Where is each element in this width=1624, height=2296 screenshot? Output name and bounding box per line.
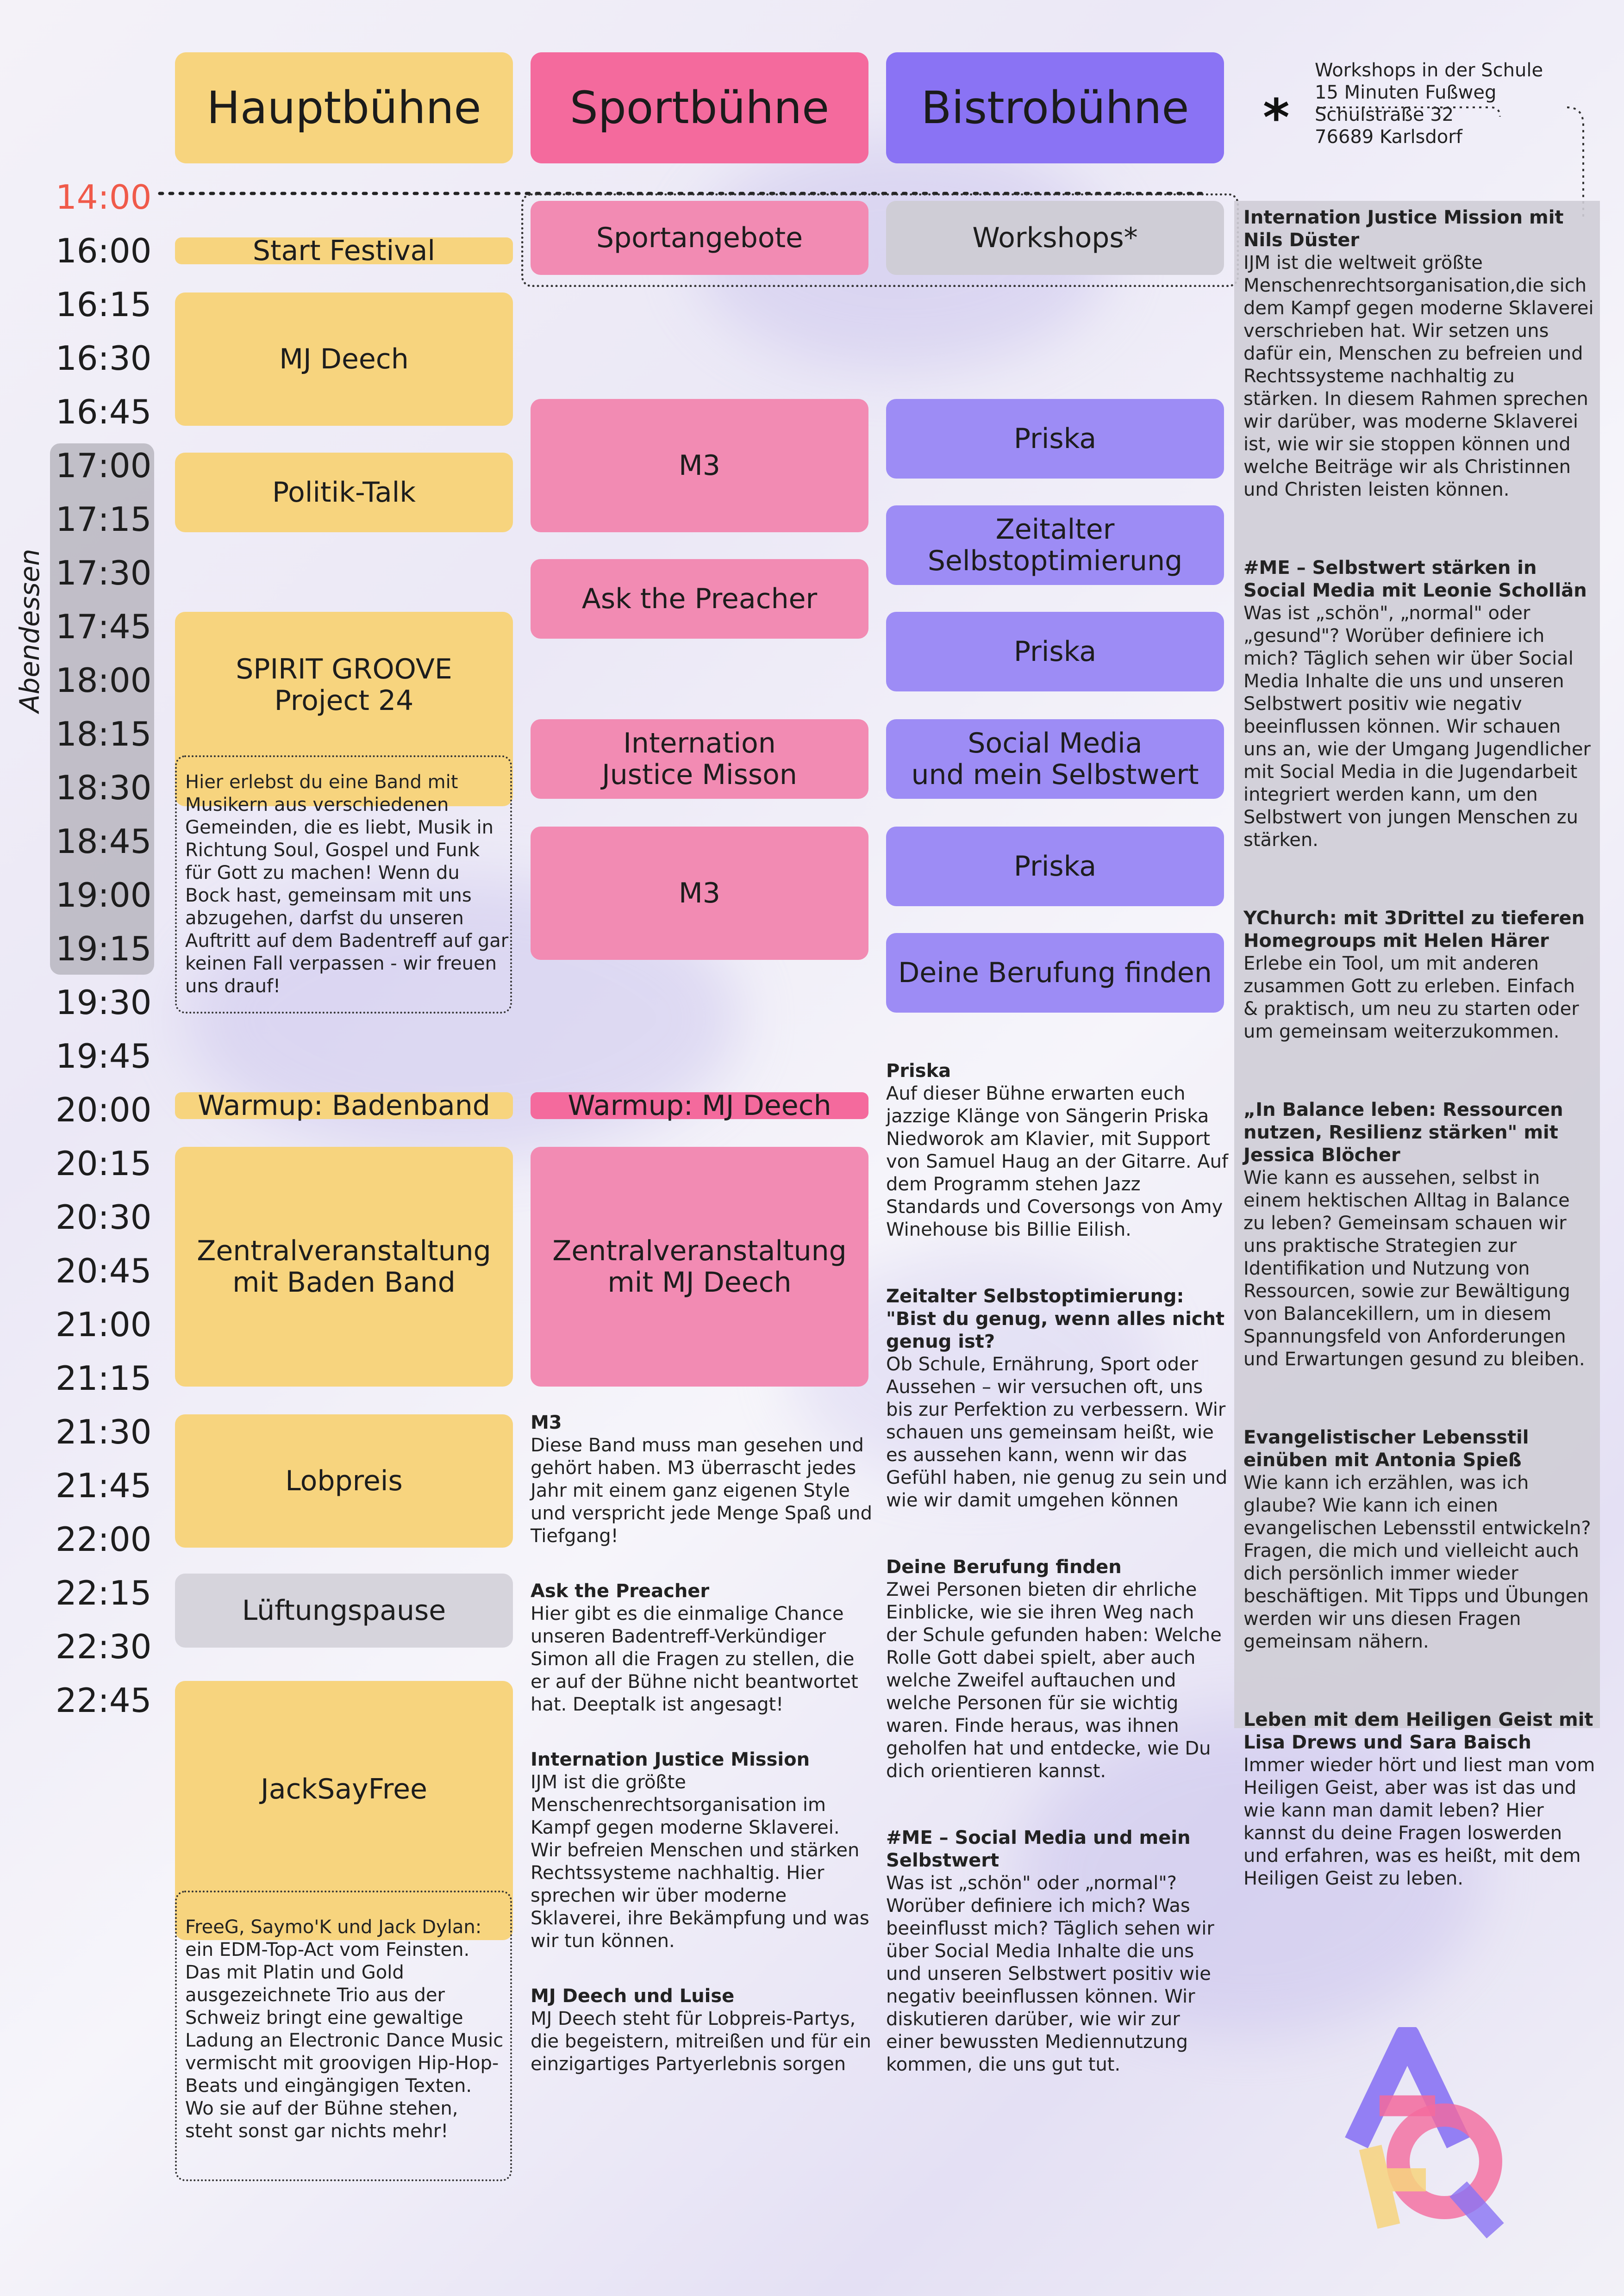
workshop-item <box>1243 557 1595 852</box>
desc-text: MJ Deech steht für Lobpreis-Partys, die begeistern, mitreißen und für ein einzigartiges Partyerlebnis sorgen <box>531 2008 871 2075</box>
desc-m3 <box>531 1412 873 1548</box>
slot-social-media: Social Media und mein Selbstwert <box>886 719 1224 799</box>
time-label: 20:15 <box>56 1144 152 1183</box>
time-label: 20:30 <box>56 1198 152 1237</box>
header-bistrobuehne: Bistrobühne <box>886 52 1224 163</box>
slot-ijm: Internation Justice Misson <box>531 719 868 799</box>
slot-berufung: Deine Berufung finden <box>886 933 1224 1013</box>
workshop-text: Erlebe ein Tool, um mit anderen zusammen Gott zu erleben. Einfach & praktisch, um neu zu starten oder um gemeinsam weiterzukommen. <box>1243 953 1579 1042</box>
desc-text: IJM ist die größte Menschenrechtsorganisation im Kampf gegen moderne Sklaverei. Wir befreien Menschen und stärken Rechtssysteme nachhaltig. Hier sprechen wir über moderne Sklaverei, ihre Bekämpfung und was wir tun können. <box>531 1772 869 1952</box>
slot-m3: M3 <box>531 399 868 532</box>
workshops-list <box>1243 206 1595 1946</box>
slot-m3-second: M3 <box>531 827 868 960</box>
time-label: 16:15 <box>56 285 152 324</box>
time-label: 21:30 <box>56 1412 152 1451</box>
time-label: 19:45 <box>56 1037 152 1076</box>
bistro-descriptions <box>886 1060 1229 2076</box>
workshop-text: Immer wieder hört und liest man vom Heiligen Geist, aber was ist das und wie kann man damit leben? Hier kannst du deine Fragen loswerden und erfahren, was es heißt, mit dem Heiligen Geist zu leben. <box>1243 1755 1595 1889</box>
slot-spirit-groove: SPIRIT GROOVE Project 24 <box>175 612 513 806</box>
desc-text: Zwei Personen bieten dir ehrliche Einblicke, wie sie ihren Weg nach der Schule gefunden haben: Welche Rolle Gott dabei spielt, aber auch welche Zweifel auftauchen und welche Personen für sie wichtig waren. Finde heraus, was ihnen geholfen hat und entdecke, wie Du dich orientieren kannst. <box>886 1579 1222 1782</box>
time-label: 19:15 <box>56 929 152 968</box>
workshop-text: IJM ist die weltweit größte Menschenrechtsorganisation,die sich dem Kampf gegen moderne Sklaverei verschrieben hat. Wir setzen uns dafür ein, Menschen zu befreien und Rechtssysteme nachhaltig zu stärken. In diesem Rahmen sprechen wir darüber, was moderne Sklaverei ist, wie wir sie stoppen können und welche Beiträge wir als Christinnen und Christen leisten können. <box>1243 252 1594 500</box>
slot-lobpreis: Lobpreis <box>175 1414 513 1548</box>
workshop-title: Leben mit dem Heiligen Geist mit Lisa Drews und Sara Baisch <box>1243 1709 1593 1753</box>
header-sportbuehne: Sportbühne <box>531 52 868 163</box>
desc-title: Zeitalter Selbstoptimierung: "Bist du genug, wenn alles nicht genug ist? <box>886 1286 1225 1352</box>
time-label: 21:15 <box>56 1359 152 1398</box>
workshop-text: Wie kann es aussehen, selbst in einem hektischen Alltag in Balance zu leben? Gemeinsam schauen wir uns praktische Strategien zur Identifikation und Nutzung von Ressourcen, sowie zur Bewältigung von Balancekillern, um in diesem Spannungsfeld von Anforderungen und Erwartungen gesund zu bleiben. <box>1243 1167 1585 1370</box>
time-label: 22:00 <box>56 1520 152 1559</box>
asterisk-icon: * <box>1263 88 1290 147</box>
workshop-text: Wie kann ich erzählen, was ich glaube? Wie kann ich einen evangelischen Lebensstil entwickeln? Fragen, die mich und vielleicht auch dich persönlich immer wieder beschäftigen. Mit Tipps und Übungen werden wir uns diesen Fragen gemeinsam nähern. <box>1243 1472 1591 1652</box>
desc-ijm <box>531 1748 873 1953</box>
festival-logo <box>1338 2027 1532 2240</box>
desc-text: Diese Band muss man gesehen und gehört haben. M3 überrascht jedes Jahr mit einem ganz eigenen Style und verspricht jede Menge Spaß und Tiefgang! <box>531 1435 872 1547</box>
slot-sportangebote: Sportangebote <box>531 201 868 275</box>
slot-lueftungspause: Lüftungspause <box>175 1574 513 1648</box>
time-label: 22:45 <box>56 1681 152 1720</box>
slot-jacksayfree: JackSayFree <box>175 1681 513 1940</box>
spirit-description: Hier erlebst du eine Band mit Musikern aus verschiedenen Gemeinden, die es liebt, Musik in Richtung Soul, Gospel und Funk für Gott zu machen! Wenn du Bock hast, gemeinsam mit uns abzugehen, darfst du unseren Auftritt auf dem Badentreff auf gar keinen Fall verpassen - wir freuen uns drauf! <box>185 772 509 997</box>
desc-berufung <box>886 1556 1229 1783</box>
slot-ask-the-preacher: Ask the Preacher <box>531 559 868 639</box>
slot-workshops: Workshops* <box>886 201 1224 275</box>
time-label: 20:45 <box>56 1251 152 1290</box>
note-line: 15 Minuten Fußweg <box>1315 82 1497 103</box>
time-label: 16:45 <box>56 392 152 431</box>
desc-text: Ob Schule, Ernährung, Sport oder Aussehen – wir versuchen oft, uns bis zur Perfektion zu verbessern. Wir schauen uns gemeinsam heißt, wie es aussehen kann, wenn wir das Gefühl haben, nie genug zu sein und wie wir damit umgehen können <box>886 1354 1228 1511</box>
header-hauptbuehne: Hauptbühne <box>175 52 513 163</box>
desc-text: Auf dieser Bühne erwarten euch jazzige Klänge von Sängerin Priska Niedworok am Klavier, mit Support von Samuel Haug an der Gitarre. Auf dem Programm stehen Jazz Standards und Coversongs von Amy Winehouse bis Billie Eilish. <box>886 1083 1229 1240</box>
slot-zentral-mj-deech: Zentralveranstaltung mit MJ Deech <box>531 1147 868 1387</box>
workshop-title: Evangelistischer Lebensstil einüben mit Antonia Spieß <box>1243 1427 1529 1471</box>
desc-title: Deine Berufung finden <box>886 1556 1122 1578</box>
workshop-item <box>1243 1709 1595 1890</box>
time-label: 19:00 <box>56 876 152 915</box>
sport-descriptions <box>531 1412 873 2076</box>
slot-start-festival: Start Festival <box>175 237 513 264</box>
slot-priska-third: Priska <box>886 827 1224 906</box>
desc-title: Internation Justice Mission <box>531 1749 810 1770</box>
time-label: 20:00 <box>56 1090 152 1129</box>
time-label: 22:30 <box>56 1627 152 1666</box>
slot-warmup-mj-deech: Warmup: MJ Deech <box>531 1092 868 1119</box>
desc-zeitalter <box>886 1285 1229 1512</box>
slot-priska-second: Priska <box>886 612 1224 691</box>
workshop-title: „In Balance leben: Ressourcen nutzen, Resilienz stärken" mit Jessica Blöcher <box>1243 1099 1563 1166</box>
time-label: 17:30 <box>56 554 152 592</box>
jack-description: FreeG, Saymo'K und Jack Dylan: ein EDM-Top-Act vom Feinsten. Das mit Platin und Gold ausgezeichnete Trio aus der Schweiz bringt eine gewaltige Ladung an Electronic Dance Music vermischt mit groovigen Hip-Hop-Beats und eingängigen Texten. Wo sie auf der Bühne stehen, steht sonst gar nichts mehr! <box>185 1916 504 2142</box>
time-label: 17:15 <box>56 500 152 539</box>
time-label: 21:45 <box>56 1466 152 1505</box>
workshop-item <box>1243 1426 1595 1653</box>
desc-text: Hier gibt es die einmalige Chance unseren Badentreff-Verkündiger Simon all die Fragen zu stellen, die er auf der Bühne nicht beantwortet hat. Deeptalk ist angesagt! <box>531 1603 858 1715</box>
time-label: 22:15 <box>56 1574 152 1612</box>
note-line: 76689 Karlsdorf <box>1315 126 1462 148</box>
time-label: 16:30 <box>56 339 152 378</box>
slot-zeitalter: Zeitalter Selbstoptimierung <box>886 505 1224 585</box>
time-label: 18:45 <box>56 822 152 861</box>
workshop-item <box>1243 206 1595 501</box>
time-label: 16:00 <box>56 231 152 270</box>
workshop-title: #ME – Selbstwert stärken in Social Media mit Leonie Schollän <box>1243 557 1587 601</box>
slot-zentral-baden: Zentralveranstaltung mit Baden Band <box>175 1147 513 1387</box>
time-label: 18:15 <box>56 715 152 753</box>
workshop-text: Was ist „schön", „normal" oder „gesund"? Worüber definiere ich mich? Täglich sehen wir über Social Media Inhalte die uns und unseren Selbstwert positiv wie negativ beeinflussen können. Wir schauen uns an, wie der Umgang Jugendlicher mit Social Media in die Jugendarbeit integriert werden kann, um den Selbstwert von jungen Menschen zu stärken. <box>1243 603 1591 851</box>
desc-title: Ask the Preacher <box>531 1580 710 1602</box>
time-label: 14:00 <box>56 178 152 217</box>
desc-mj-deech-luise <box>531 1985 873 2076</box>
note-line: Workshops in der Schule <box>1315 60 1543 81</box>
time-label: 21:00 <box>56 1305 152 1344</box>
desc-title: Priska <box>886 1060 951 1082</box>
time-label: 17:45 <box>56 607 152 646</box>
time-label: 19:30 <box>56 983 152 1022</box>
time-label: 18:00 <box>56 661 152 700</box>
desc-title: #ME – Social Media und mein Selbstwert <box>886 1827 1191 1871</box>
time-label: 18:30 <box>56 768 152 807</box>
slot-priska: Priska <box>886 399 1224 479</box>
desc-title: M3 <box>531 1412 562 1433</box>
desc-ask-the-preacher <box>531 1580 873 1716</box>
slot-politik-talk: Politik-Talk <box>175 453 513 532</box>
workshop-title: YChurch: mit 3Drittel zu tieferen Homegroups mit Helen Härer <box>1243 908 1585 952</box>
slot-warmup-badenband: Warmup: Badenband <box>175 1092 513 1119</box>
desc-title: MJ Deech und Luise <box>531 1985 735 2007</box>
slot-mj-deech: MJ Deech <box>175 292 513 426</box>
workshop-item <box>1243 1099 1595 1371</box>
note-line: Schulstraße 32 <box>1315 104 1454 125</box>
desc-social-media <box>886 1827 1229 2076</box>
desc-text: Was ist „schön" oder „normal"? Worüber definiere ich mich? Was beeinflusst mich? Täglich sehen wir über Social Media Inhalte die uns und unseren Selbstwert positiv wie negativ beeinflussen können. Wir diskutieren darüber, wie wir zur einer bewussten Mediennutzung kommen, die uns gut tut. <box>886 1873 1214 2075</box>
workshop-item <box>1243 907 1595 1043</box>
dinner-label: Abendessen <box>14 548 45 713</box>
workshop-title: Internation Justice Mission mit Nils Düster <box>1243 207 1564 251</box>
time-label: 17:00 <box>56 446 152 485</box>
desc-priska <box>886 1060 1229 1241</box>
